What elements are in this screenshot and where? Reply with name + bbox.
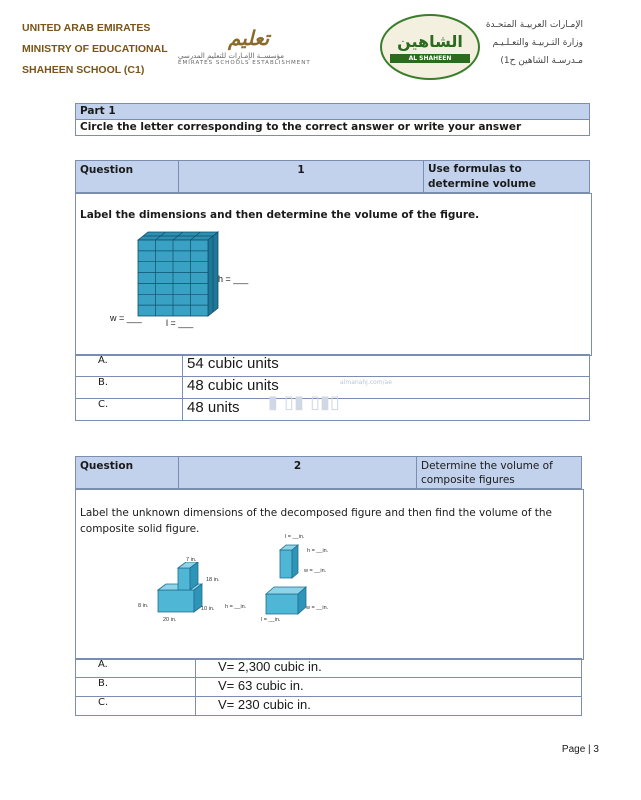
- q2-dim-7: 7 in.: [186, 557, 197, 563]
- q1-topic: Use formulas to determine volume: [424, 161, 590, 193]
- q2-option-c-letter[interactable]: C.: [76, 697, 196, 716]
- part1-title: Part 1: [76, 104, 590, 120]
- q2-option-b-text[interactable]: V= 63 cubic in.: [196, 678, 582, 697]
- ministry-name: MINISTRY OF EDUCATIONAL: [22, 43, 168, 55]
- q2-prompt: Label the unknown dimensions of the decomposed figure and then find the volume of the composite solid figure.: [80, 507, 552, 535]
- header-arabic-block: [486, 16, 583, 70]
- part1-box: [75, 103, 590, 136]
- q2-topic: Determine the volume of composite figures: [417, 457, 582, 489]
- q2-option-a-letter[interactable]: A.: [76, 659, 196, 678]
- school-name-ar: مـدرسـة الشاهين ح1): [500, 56, 583, 66]
- q1-label-l: l = ___: [166, 318, 194, 328]
- header-english-block: [22, 18, 168, 81]
- q2-bottom-l-label: l = __in.: [261, 617, 281, 623]
- country-name-ar: الإمـارات العربيـة المتحـدة: [485, 20, 583, 30]
- q2-dim-20: 20 in.: [163, 617, 177, 623]
- q2-option-b[interactable]: [76, 678, 582, 697]
- q1-number: 1: [179, 161, 424, 193]
- q2-option-a[interactable]: [76, 659, 582, 678]
- page-number: Page | 3: [561, 744, 599, 755]
- q2-dim-18: 18 in.: [206, 577, 220, 583]
- q1-option-a[interactable]: [76, 355, 590, 377]
- talim-sub-arabic: مؤسســة الإمـارات للتعليم المدرسي: [178, 52, 284, 60]
- q2-top-l-label: l = __in.: [285, 534, 305, 540]
- q1-label-w: w = ___: [110, 313, 142, 323]
- q1-prompt: Label the dimensions and then determine the volume of the figure.: [80, 209, 480, 221]
- logo-band-text: AL SHAHEEN: [390, 54, 470, 63]
- q2-number: 2: [179, 457, 417, 489]
- school-logo: [380, 14, 480, 80]
- q2-option-c-text[interactable]: V= 230 cubic in.: [196, 697, 582, 716]
- part1-instruction: Circle the letter corresponding to the correct answer or write your answer: [76, 120, 590, 136]
- talim-sub-english: EMIRATES SCHOOLS ESTABLISHMENT: [178, 60, 311, 66]
- watermark-logo: ▮ ▯▮ ▯▮▯: [268, 392, 340, 413]
- q1-option-c-text[interactable]: 48 units: [183, 399, 590, 421]
- watermark-url: almanahj.com/ae: [340, 379, 392, 386]
- q2-dim-8: 8 in.: [138, 603, 149, 609]
- q1-header: [75, 160, 590, 193]
- q1-label: Question: [76, 161, 179, 193]
- q1-option-a-text[interactable]: 54 cubic units: [183, 355, 590, 377]
- q1-label-h: h = ___: [218, 274, 249, 284]
- q2-top-h-label: h = __in.: [307, 548, 329, 554]
- q2-option-a-text[interactable]: V= 2,300 cubic in.: [196, 659, 582, 678]
- talim-logo: تعليم: [228, 26, 270, 50]
- q2-top-w-label: w = __in.: [304, 568, 327, 574]
- q2-dim-10: 10 in.: [201, 606, 215, 612]
- q1-option-c-letter[interactable]: C.: [76, 399, 183, 421]
- q2-bottom-w-label: w = __in.: [306, 605, 329, 611]
- q2-option-b-letter[interactable]: B.: [76, 678, 196, 697]
- q2-option-c[interactable]: [76, 697, 582, 716]
- country-name: UNITED ARAB EMIRATES: [22, 22, 151, 34]
- school-name: SHAHEEN SCHOOL (C1): [22, 64, 145, 76]
- q1-option-b-letter[interactable]: B.: [76, 377, 183, 399]
- q1-option-a-letter[interactable]: A.: [76, 355, 183, 377]
- q2-options: [75, 658, 582, 716]
- q1-option-b-text[interactable]: 48 cubic units: [183, 377, 590, 399]
- q2-bottom-h-label: h = __in.: [225, 604, 247, 610]
- ministry-name-ar: وزارة التـربيـة والتعـلـيـم: [492, 38, 583, 48]
- q2-label: Question: [76, 457, 179, 489]
- q2-header: [75, 456, 582, 489]
- logo-arabic-text: الشاهين: [397, 32, 463, 51]
